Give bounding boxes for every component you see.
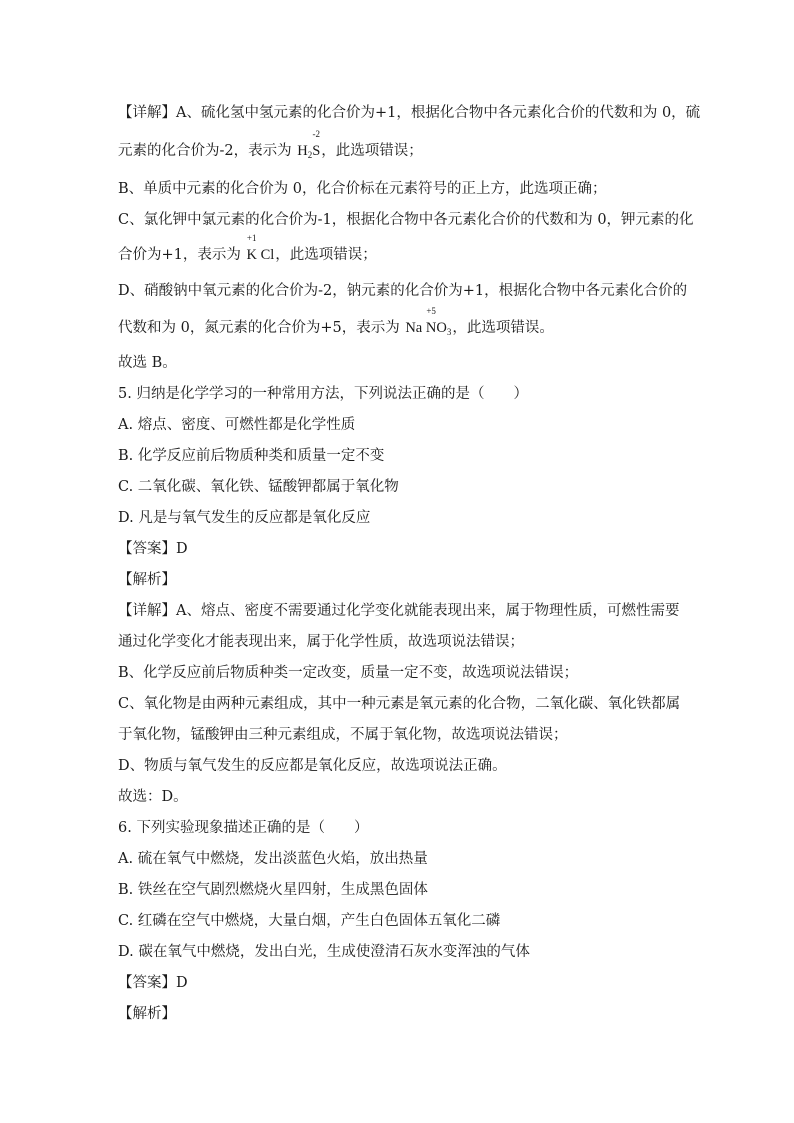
detail-text: C、氧化物是由两种元素组成，其中一种元素是氧元素的化合物，二氧化碳、氧化铁都属 (118, 696, 681, 712)
q5-detail-line-2 (118, 632, 678, 652)
valence-label: +5 (426, 306, 436, 316)
subscript-2: 2 (307, 150, 313, 160)
q4-detail-line-3 (118, 179, 678, 199)
formula-h2s (297, 129, 321, 161)
analysis-heading: 【解析】 (118, 1006, 176, 1022)
q4-detail-text: B、单质中元素的化合价为 0，化合价标在元素符号的正上方，此选项正确； (118, 181, 607, 197)
answer-text: 【答案】D (118, 541, 188, 557)
element-symbol: N (425, 320, 437, 336)
q6-option-a (118, 849, 678, 869)
q6-option-c (118, 911, 678, 931)
question-stem: 5. 归纳是化学学习的一种常用方法，下列说法正确的是（ ） (118, 386, 528, 402)
q4-detail-line-7 (118, 306, 678, 338)
q5-option-a (118, 415, 678, 435)
q6-analysis-heading (118, 1004, 678, 1024)
question-stem: 6. 下列实验现象描述正确的是（ ） (118, 820, 369, 836)
detail-text: B、化学反应前后物质种类一定改变，质量一定不变，故选项说法错误； (118, 665, 579, 681)
q5-answer (118, 539, 678, 559)
detail-text: 通过化学变化才能表现出来，属于化学性质，故选项说法错误； (118, 634, 524, 650)
q5-detail-line-4 (118, 694, 681, 714)
detail-text: 于氧化物，锰酸钾由三种元素组成，不属于氧化物，故选项说法错误； (118, 727, 568, 743)
formula-kcl (246, 233, 275, 265)
q4-detail-line-2 (118, 129, 678, 161)
q5-option-b (118, 446, 678, 466)
valence-label: -2 (312, 129, 320, 139)
element-cl: Cl (260, 247, 275, 263)
subscript-3: 3 (446, 327, 452, 337)
q5-analysis-heading (118, 570, 678, 590)
element-k (246, 233, 257, 265)
option-text: B. 铁丝在空气剧烈燃烧火星四射，生成黑色固体 (118, 882, 428, 898)
detail-text: D、物质与氧气发生的反应都是氧化反应，故选项说法正确。 (118, 758, 507, 774)
q4-detail-text: 【详解】A、硫化氢中氢元素的化合价为+1，根据化合物中各元素化合价的代数和为 0，硫 (118, 105, 701, 121)
q4-detail-text: ，此选项错误； (321, 143, 423, 159)
q4-detail-text: 元素的化合价为-2，表示为 (118, 143, 297, 159)
conclusion-text: 故选 B。 (118, 355, 177, 371)
q5-detail-line-1 (118, 601, 678, 621)
q4-conclusion (118, 353, 678, 373)
q4-detail-text: D、硝酸钠中氧元素的化合价为-2，钠元素的化合价为+1，根据化合物中各元素化合价的 (118, 283, 688, 299)
element-na: Na (405, 320, 423, 336)
q6-answer (118, 973, 678, 993)
element-symbol: S (312, 143, 321, 159)
q5-option-c (118, 477, 678, 497)
option-text: D. 碳在氧气中燃烧，发出白光，生成使澄清石灰水变浑浊的气体 (118, 944, 530, 960)
q5-detail-line-3 (118, 663, 678, 683)
q4-detail-line-5 (118, 233, 678, 265)
formula-nano3 (405, 306, 452, 338)
q4-detail-text: ，此选项错误。 (452, 320, 554, 336)
q4-detail-text: ，此选项错误； (275, 247, 377, 263)
q5-detail-line-6 (118, 756, 678, 776)
conclusion-text: 故选：D。 (118, 789, 188, 805)
q6-stem (118, 818, 678, 838)
element-n (425, 306, 437, 338)
element-s (312, 129, 321, 161)
q6-option-b (118, 880, 678, 900)
q4-detail-text: C、氯化钾中氯元素的化合价为-1，根据化合物中各元素化合价的代数和为 0，钾元素的化 (118, 212, 694, 228)
q5-option-d (118, 508, 678, 528)
element-o: O (436, 320, 447, 336)
q4-detail-text: 代数和为 0，氮元素的化合价为+5，表示为 (118, 320, 405, 336)
q5-stem (118, 384, 678, 404)
analysis-heading: 【解析】 (118, 572, 176, 588)
detail-text: 【详解】A、熔点、密度不需要通过化学变化就能表现出来，属于物理性质，可燃性需要 (118, 603, 680, 619)
q5-conclusion (118, 787, 678, 807)
option-text: C. 红磷在空气中燃烧，大量白烟，产生白色固体五氧化二磷 (118, 913, 501, 929)
option-text: D. 凡是与氧气发生的反应都是氧化反应 (118, 510, 371, 526)
valence-label: +1 (246, 233, 257, 243)
q4-detail-text: 合价为+1，表示为 (118, 247, 246, 263)
option-text: A. 熔点、密度、可燃性都是化学性质 (118, 417, 356, 433)
option-text: B. 化学反应前后物质种类和质量一定不变 (118, 448, 385, 464)
option-text: A. 硫在氧气中燃烧，发出淡蓝色火焰，放出热量 (118, 851, 428, 867)
element-symbol: K (246, 247, 257, 263)
q6-option-d (118, 942, 678, 962)
q4-detail-line-1 (118, 103, 701, 123)
q4-detail-line-4 (118, 210, 694, 230)
q4-detail-line-6 (118, 281, 688, 301)
option-text: C. 二氧化碳、氧化铁、锰酸钾都属于氧化物 (118, 479, 399, 495)
answer-text: 【答案】D (118, 975, 188, 991)
q5-detail-line-5 (118, 725, 678, 745)
element-h: H (297, 143, 308, 159)
